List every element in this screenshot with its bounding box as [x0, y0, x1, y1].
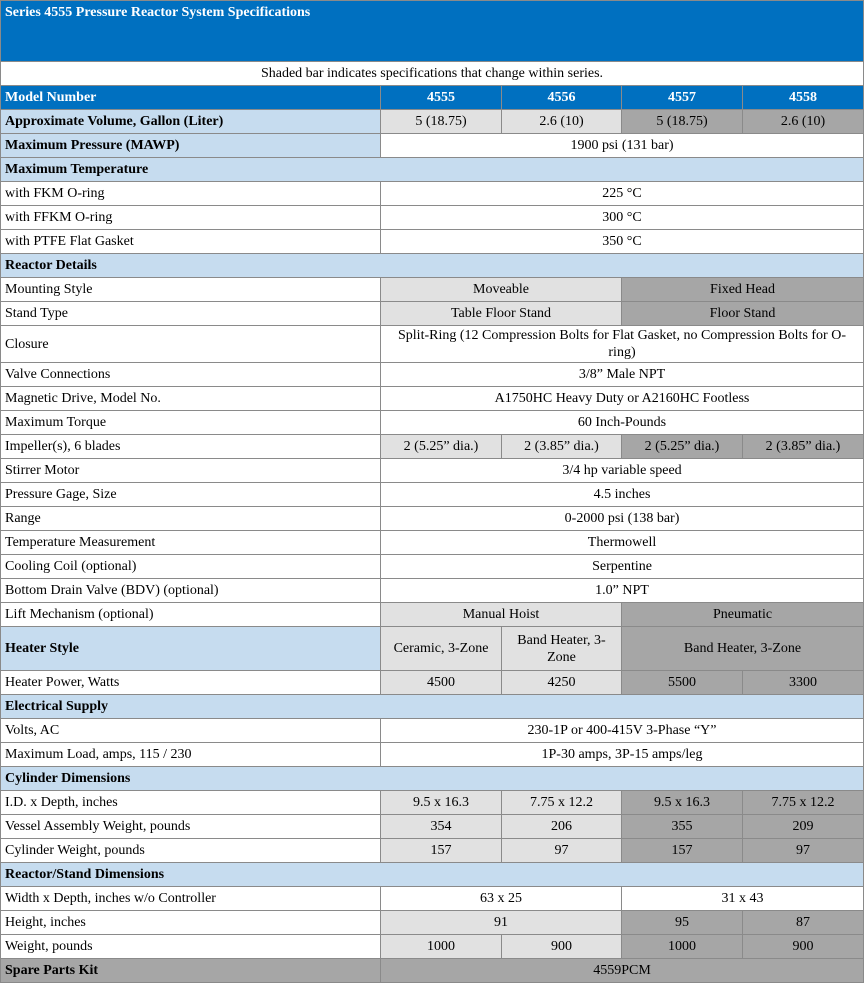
max-pressure-row: [1, 134, 864, 158]
cell-value: 95: [622, 911, 743, 935]
temp-measurement-row: [1, 531, 864, 555]
cell-value: Table Floor Stand: [381, 302, 622, 326]
range-row: [1, 507, 864, 531]
cell-value: Band Heater, 3-Zone: [502, 627, 622, 671]
cell-value: 900: [502, 935, 622, 959]
motor-row: [1, 459, 864, 483]
row-label: Cylinder Weight, pounds: [1, 839, 381, 863]
cell-value: 157: [381, 839, 502, 863]
title-row: [1, 1, 864, 62]
cell-value: 1000: [381, 935, 502, 959]
cell-value: 3/4 hp variable speed: [381, 459, 864, 483]
model-4556-header: 4556: [502, 86, 622, 110]
cell-value: 230-1P or 400-415V 3-Phase “Y”: [381, 719, 864, 743]
cell-value: Fixed Head: [622, 278, 864, 302]
height-row: [1, 911, 864, 935]
cell-value: 97: [502, 839, 622, 863]
cell-value: 31 x 43: [622, 887, 864, 911]
lift-row: [1, 603, 864, 627]
row-label: Stirrer Motor: [1, 459, 381, 483]
load-row: [1, 743, 864, 767]
cell-value: 2 (5.25” dia.): [622, 435, 743, 459]
volts-row: [1, 719, 864, 743]
row-label: Maximum Pressure (MAWP): [1, 134, 381, 158]
model-4555-header: 4555: [381, 86, 502, 110]
cell-value: 1.0” NPT: [381, 579, 864, 603]
cell-value: 900: [743, 935, 864, 959]
cell-value: 1900 psi (131 bar): [381, 134, 864, 158]
row-label: Stand Type: [1, 302, 381, 326]
section-heading: Reactor/Stand Dimensions: [1, 863, 864, 887]
cell-value: Band Heater, 3-Zone: [622, 627, 864, 671]
row-label: Valve Connections: [1, 363, 381, 387]
cell-value: 4500: [381, 671, 502, 695]
cell-value: 0-2000 psi (138 bar): [381, 507, 864, 531]
cell-value: 97: [743, 839, 864, 863]
cell-value: 3/8” Male NPT: [381, 363, 864, 387]
row-label: Lift Mechanism (optional): [1, 603, 381, 627]
cell-value: 5 (18.75): [381, 110, 502, 134]
cell-value: 1000: [622, 935, 743, 959]
cell-value: 354: [381, 815, 502, 839]
ffkm-row: [1, 206, 864, 230]
cell-value: Split-Ring (12 Compression Bolts for Flat Gasket, no Compression Bolts for O-ring): [381, 326, 864, 363]
cooling-coil-row: [1, 555, 864, 579]
mounting-row: [1, 278, 864, 302]
shading-note: Shaded bar indicates specifications that change within series.: [1, 62, 864, 86]
spare-parts-row: [1, 959, 864, 983]
row-label: Height, inches: [1, 911, 381, 935]
heater-style-row: [1, 627, 864, 671]
row-label: Maximum Torque: [1, 411, 381, 435]
row-label: Bottom Drain Valve (BDV) (optional): [1, 579, 381, 603]
valves-row: [1, 363, 864, 387]
row-label: with FFKM O-ring: [1, 206, 381, 230]
cell-value: Moveable: [381, 278, 622, 302]
cell-value: 2 (3.85” dia.): [502, 435, 622, 459]
row-label: with FKM O-ring: [1, 182, 381, 206]
section-heading: Cylinder Dimensions: [1, 767, 864, 791]
section-stand-dimensions: [1, 863, 864, 887]
cell-value: 91: [381, 911, 622, 935]
row-label: Heater Power, Watts: [1, 671, 381, 695]
cell-value: 4250: [502, 671, 622, 695]
cell-value: 1P-30 amps, 3P-15 amps/leg: [381, 743, 864, 767]
cell-value: 209: [743, 815, 864, 839]
cell-value: 7.75 x 12.2: [502, 791, 622, 815]
heater-power-row: [1, 671, 864, 695]
note-row: [1, 62, 864, 86]
row-label: Weight, pounds: [1, 935, 381, 959]
section-heading: Maximum Temperature: [1, 158, 864, 182]
row-label: Volts, AC: [1, 719, 381, 743]
row-label: Spare Parts Kit: [1, 959, 381, 983]
cell-value: 2 (5.25” dia.): [381, 435, 502, 459]
cell-value: 4.5 inches: [381, 483, 864, 507]
cell-value: 9.5 x 16.3: [381, 791, 502, 815]
cell-value: 206: [502, 815, 622, 839]
cell-value: 5500: [622, 671, 743, 695]
section-max-temperature: [1, 158, 864, 182]
row-label: I.D. x Depth, inches: [1, 791, 381, 815]
section-heading: Electrical Supply: [1, 695, 864, 719]
cell-value: 2.6 (10): [743, 110, 864, 134]
page-title: Series 4555 Pressure Reactor System Specifications: [1, 1, 864, 62]
row-label: Approximate Volume, Gallon (Liter): [1, 110, 381, 134]
row-label: Closure: [1, 326, 381, 363]
cell-value: 225 °C: [381, 182, 864, 206]
bdv-row: [1, 579, 864, 603]
width-depth-row: [1, 887, 864, 911]
cell-value: 63 x 25: [381, 887, 622, 911]
cell-value: 157: [622, 839, 743, 863]
section-electrical-supply: [1, 695, 864, 719]
row-label: Temperature Measurement: [1, 531, 381, 555]
stand-row: [1, 302, 864, 326]
fkm-row: [1, 182, 864, 206]
section-heading: Reactor Details: [1, 254, 864, 278]
cell-value: 7.75 x 12.2: [743, 791, 864, 815]
cell-value: Manual Hoist: [381, 603, 622, 627]
row-label: Magnetic Drive, Model No.: [1, 387, 381, 411]
drive-row: [1, 387, 864, 411]
cell-value: 5 (18.75): [622, 110, 743, 134]
vessel-weight-row: [1, 815, 864, 839]
model-4558-header: 4558: [743, 86, 864, 110]
cell-value: 2 (3.85” dia.): [743, 435, 864, 459]
cell-value: Floor Stand: [622, 302, 864, 326]
cell-value: Pneumatic: [622, 603, 864, 627]
row-label: Mounting Style: [1, 278, 381, 302]
cell-value: A1750HC Heavy Duty or A2160HC Footless: [381, 387, 864, 411]
row-label: Width x Depth, inches w/o Controller: [1, 887, 381, 911]
section-cylinder-dimensions: [1, 767, 864, 791]
ptfe-row: [1, 230, 864, 254]
model-4557-header: 4557: [622, 86, 743, 110]
cell-value: 9.5 x 16.3: [622, 791, 743, 815]
row-label: Range: [1, 507, 381, 531]
cell-value: 4559PCM: [381, 959, 864, 983]
model-header-row: [1, 86, 864, 110]
torque-row: [1, 411, 864, 435]
model-number-label: Model Number: [1, 86, 381, 110]
row-label: Heater Style: [1, 627, 381, 671]
row-label: with PTFE Flat Gasket: [1, 230, 381, 254]
row-label: Cooling Coil (optional): [1, 555, 381, 579]
approx-volume-row: [1, 110, 864, 134]
row-label: Maximum Load, amps, 115 / 230: [1, 743, 381, 767]
cell-value: 300 °C: [381, 206, 864, 230]
cell-value: 87: [743, 911, 864, 935]
weight-row: [1, 935, 864, 959]
cell-value: Serpentine: [381, 555, 864, 579]
cell-value: 3300: [743, 671, 864, 695]
gage-row: [1, 483, 864, 507]
cell-value: 355: [622, 815, 743, 839]
impeller-row: [1, 435, 864, 459]
row-label: Vessel Assembly Weight, pounds: [1, 815, 381, 839]
row-label: Pressure Gage, Size: [1, 483, 381, 507]
cell-value: Thermowell: [381, 531, 864, 555]
section-reactor-details: [1, 254, 864, 278]
row-label: Impeller(s), 6 blades: [1, 435, 381, 459]
cell-value: 350 °C: [381, 230, 864, 254]
cylinder-weight-row: [1, 839, 864, 863]
id-depth-row: [1, 791, 864, 815]
closure-row: [1, 326, 864, 363]
cell-value: Ceramic, 3-Zone: [381, 627, 502, 671]
cell-value: 2.6 (10): [502, 110, 622, 134]
cell-value: 60 Inch-Pounds: [381, 411, 864, 435]
